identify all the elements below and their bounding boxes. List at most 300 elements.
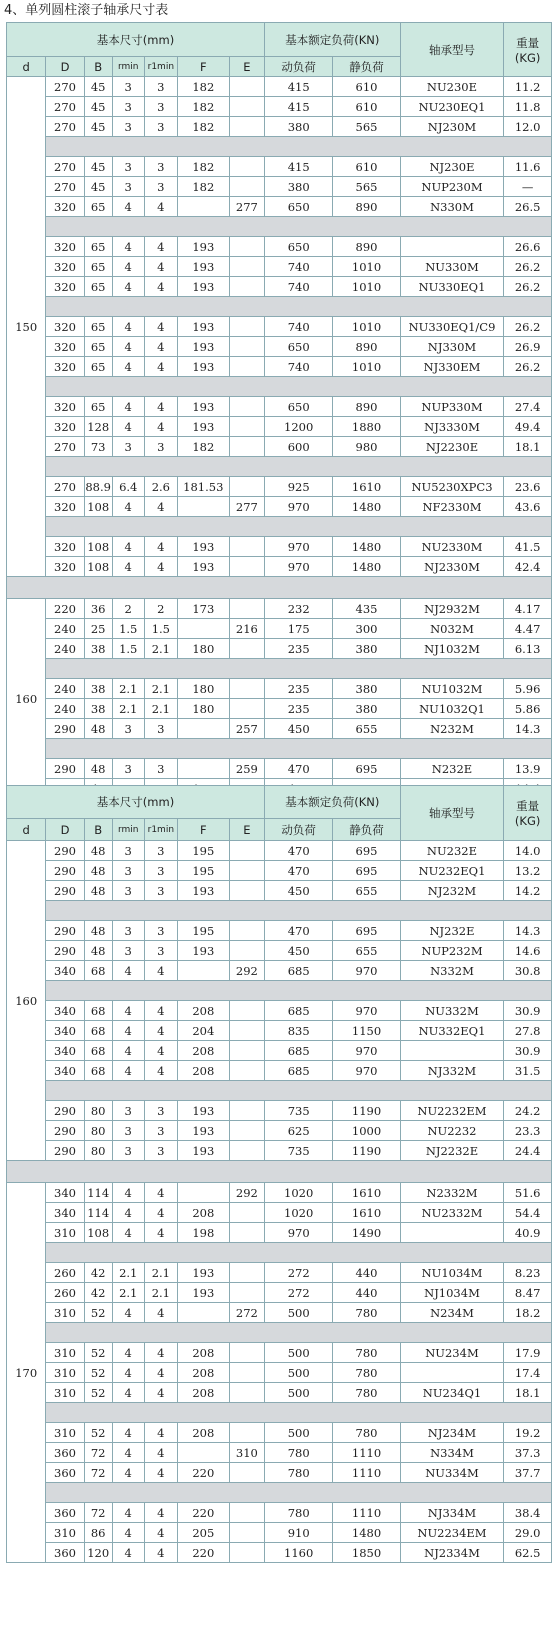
cell-rmin: 4 — [112, 1001, 144, 1021]
table-row — [7, 537, 552, 557]
cell-dynamic-load: 910 — [265, 1523, 333, 1543]
cell-weight: 27.4 — [504, 397, 552, 417]
cell-bearing-model: N332M — [400, 961, 504, 981]
cell-weight: 26.5 — [504, 197, 552, 217]
cell-weight: 38.4 — [504, 1503, 552, 1523]
cell-r1min: 4 — [144, 277, 177, 297]
cell-B: 88.9 — [84, 477, 112, 497]
cell-D: 260 — [46, 1263, 84, 1283]
cell-bearing-model: N232E — [400, 759, 504, 779]
header-dynamic: 动负荷 — [265, 57, 333, 77]
cell-E — [229, 1041, 264, 1061]
cell-static-load: 435 — [333, 599, 400, 619]
cell-rmin: 4 — [112, 1223, 144, 1243]
cell-B: 114 — [84, 1203, 112, 1223]
cell-r1min: 2.1 — [144, 699, 177, 719]
bore-d-cell: 160 — [7, 841, 46, 1161]
cell-rmin: 4 — [112, 1303, 144, 1323]
cell-static-load: 565 — [333, 177, 400, 197]
cell-bearing-model: NJ232M — [400, 881, 504, 901]
cell-static-load: 1610 — [333, 477, 400, 497]
cell-static-load: 1880 — [333, 417, 400, 437]
cell-static-load: 1110 — [333, 1443, 400, 1463]
cell-B: 48 — [84, 841, 112, 861]
cell-F: 193 — [177, 881, 229, 901]
cell-rmin: 4 — [112, 397, 144, 417]
cell-bearing-model: NU334M — [400, 1463, 504, 1483]
cell-dynamic-load: 1020 — [265, 1203, 333, 1223]
cell-rmin: 3 — [112, 759, 144, 779]
cell-dynamic-load: 780 — [265, 1443, 333, 1463]
cell-D: 320 — [46, 317, 84, 337]
table-row — [7, 77, 552, 97]
cell-r1min: 4 — [144, 1363, 177, 1383]
cell-F: 208 — [177, 1343, 229, 1363]
cell-B: 80 — [84, 1141, 112, 1161]
cell-B: 48 — [84, 941, 112, 961]
cell-r1min: 3 — [144, 841, 177, 861]
cell-bearing-model: NU332EQ1 — [400, 1021, 504, 1041]
cell-F: 198 — [177, 1223, 229, 1243]
cell-D: 320 — [46, 337, 84, 357]
cell-weight: 8.23 — [504, 1263, 552, 1283]
table-row — [7, 1363, 552, 1383]
cell-static-load: 695 — [333, 841, 400, 861]
cell-D: 310 — [46, 1523, 84, 1543]
cell-F: 193 — [177, 1101, 229, 1121]
cell-B: 68 — [84, 1061, 112, 1081]
cell-rmin: 3 — [112, 1141, 144, 1161]
cell-bearing-model: NU330EQ1 — [400, 277, 504, 297]
cell-B: 80 — [84, 1121, 112, 1141]
bearing-table-2 — [6, 785, 552, 1563]
cell-weight: 11.8 — [504, 97, 552, 117]
cell-E — [229, 1141, 264, 1161]
cell-r1min: 3 — [144, 719, 177, 739]
cell-D: 260 — [46, 1283, 84, 1303]
gap-row — [7, 981, 552, 1001]
cell-E — [229, 1223, 264, 1243]
cell-r1min: 4 — [144, 1343, 177, 1363]
cell-dynamic-load: 600 — [265, 437, 333, 457]
cell-F: 182 — [177, 177, 229, 197]
cell-D: 340 — [46, 961, 84, 981]
cell-rmin: 3 — [112, 1101, 144, 1121]
cell-dynamic-load: 740 — [265, 357, 333, 377]
cell-r1min: 4 — [144, 1423, 177, 1443]
cell-static-load: 1010 — [333, 317, 400, 337]
cell-E — [229, 417, 264, 437]
cell-dynamic-load: 175 — [265, 619, 333, 639]
cell-E — [229, 1463, 264, 1483]
cell-E — [229, 679, 264, 699]
cell-rmin: 4 — [112, 1543, 144, 1563]
cell-weight: — — [504, 177, 552, 197]
cell-bearing-model: NJ330EM — [400, 357, 504, 377]
cell-rmin: 4 — [112, 357, 144, 377]
cell-dynamic-load: 685 — [265, 961, 333, 981]
table-row — [7, 1423, 552, 1443]
cell-weight: 26.9 — [504, 337, 552, 357]
table-row — [7, 1523, 552, 1543]
cell-F — [177, 1443, 229, 1463]
cell-dynamic-load: 650 — [265, 337, 333, 357]
cell-bearing-model: NJ1034M — [400, 1283, 504, 1303]
cell-rmin: 3 — [112, 177, 144, 197]
table-row — [7, 317, 552, 337]
cell-rmin: 4 — [112, 1343, 144, 1363]
cell-B: 108 — [84, 497, 112, 517]
cell-weight: 13.2 — [504, 861, 552, 881]
cell-rmin: 3 — [112, 97, 144, 117]
cell-F — [177, 619, 229, 639]
table-row — [7, 177, 552, 197]
cell-static-load: 1480 — [333, 1523, 400, 1543]
cell-r1min: 4 — [144, 417, 177, 437]
cell-dynamic-load: 735 — [265, 1101, 333, 1121]
cell-static-load: 1610 — [333, 1183, 400, 1203]
cell-E — [229, 1343, 264, 1363]
cell-r1min: 4 — [144, 1001, 177, 1021]
cell-static-load: 890 — [333, 197, 400, 217]
header-E: E — [229, 57, 264, 77]
cell-D: 340 — [46, 1203, 84, 1223]
cell-r1min: 3 — [144, 1121, 177, 1141]
cell-F: 220 — [177, 1463, 229, 1483]
cell-E — [229, 1263, 264, 1283]
cell-D: 320 — [46, 537, 84, 557]
gap-row — [7, 1483, 552, 1503]
cell-E: 272 — [229, 1303, 264, 1323]
cell-dynamic-load: 272 — [265, 1263, 333, 1283]
cell-r1min: 4 — [144, 1223, 177, 1243]
cell-dynamic-load: 685 — [265, 1001, 333, 1021]
cell-D: 320 — [46, 277, 84, 297]
cell-bearing-model: NU232EQ1 — [400, 861, 504, 881]
table-row — [7, 1503, 552, 1523]
cell-F: 220 — [177, 1503, 229, 1523]
cell-F: 193 — [177, 1121, 229, 1141]
cell-F: 220 — [177, 1543, 229, 1563]
cell-F: 208 — [177, 1383, 229, 1403]
cell-weight: 24.4 — [504, 1141, 552, 1161]
cell-E — [229, 1503, 264, 1523]
cell-dynamic-load: 970 — [265, 497, 333, 517]
cell-r1min: 4 — [144, 1203, 177, 1223]
cell-B: 72 — [84, 1503, 112, 1523]
cell-D: 340 — [46, 1021, 84, 1041]
cell-weight: 37.3 — [504, 1443, 552, 1463]
cell-E: 292 — [229, 961, 264, 981]
cell-r1min: 4 — [144, 197, 177, 217]
header-static: 静负荷 — [333, 57, 400, 77]
cell-F: 182 — [177, 97, 229, 117]
cell-F: 208 — [177, 1041, 229, 1061]
cell-dynamic-load: 650 — [265, 237, 333, 257]
cell-rmin: 4 — [112, 1383, 144, 1403]
cell-rmin: 4 — [112, 1061, 144, 1081]
cell-E — [229, 1101, 264, 1121]
table-row — [7, 1343, 552, 1363]
cell-B: 38 — [84, 679, 112, 699]
cell-D: 310 — [46, 1303, 84, 1323]
cell-bearing-model: NJ3330M — [400, 417, 504, 437]
header-basic-dims: 基本尺寸(mm) — [7, 786, 265, 819]
cell-B: 65 — [84, 197, 112, 217]
cell-F — [177, 197, 229, 217]
cell-D: 290 — [46, 1121, 84, 1141]
cell-E — [229, 1203, 264, 1223]
cell-r1min: 4 — [144, 397, 177, 417]
cell-dynamic-load: 970 — [265, 1223, 333, 1243]
cell-r1min: 4 — [144, 1383, 177, 1403]
cell-dynamic-load: 780 — [265, 1463, 333, 1483]
cell-E — [229, 437, 264, 457]
cell-E: 277 — [229, 197, 264, 217]
header-basic-dims: 基本尺寸(mm) — [7, 23, 265, 57]
table-row — [7, 257, 552, 277]
table-row — [7, 639, 552, 659]
cell-rmin: 1.5 — [112, 619, 144, 639]
cell-dynamic-load: 835 — [265, 1021, 333, 1041]
cell-static-load: 300 — [333, 619, 400, 639]
cell-D: 240 — [46, 639, 84, 659]
cell-static-load: 780 — [333, 1343, 400, 1363]
cell-bearing-model: NU1032Q1 — [400, 699, 504, 719]
cell-B: 52 — [84, 1343, 112, 1363]
cell-dynamic-load: 1020 — [265, 1183, 333, 1203]
cell-rmin: 3 — [112, 157, 144, 177]
cell-E — [229, 97, 264, 117]
cell-weight: 42.4 — [504, 557, 552, 577]
cell-D: 290 — [46, 1101, 84, 1121]
cell-bearing-model — [400, 237, 504, 257]
cell-weight: 4.17 — [504, 599, 552, 619]
table-row — [7, 497, 552, 517]
cell-F: 193 — [177, 537, 229, 557]
cell-static-load: 695 — [333, 759, 400, 779]
cell-static-load: 780 — [333, 1363, 400, 1383]
cell-rmin: 3 — [112, 117, 144, 137]
cell-D: 270 — [46, 177, 84, 197]
cell-weight: 26.2 — [504, 317, 552, 337]
table-row — [7, 557, 552, 577]
page-title: 4、单列圆柱滚子轴承尺寸表 — [4, 3, 169, 18]
cell-dynamic-load: 970 — [265, 537, 333, 557]
cell-F: 182 — [177, 77, 229, 97]
cell-D: 310 — [46, 1363, 84, 1383]
cell-B: 42 — [84, 1283, 112, 1303]
cell-bearing-model: N2332M — [400, 1183, 504, 1203]
cell-B: 68 — [84, 961, 112, 981]
cell-rmin: 4 — [112, 961, 144, 981]
cell-static-load: 655 — [333, 941, 400, 961]
table-row — [7, 97, 552, 117]
cell-dynamic-load: 415 — [265, 97, 333, 117]
cell-static-load: 1110 — [333, 1503, 400, 1523]
cell-E — [229, 861, 264, 881]
cell-B: 65 — [84, 277, 112, 297]
cell-r1min: 4 — [144, 237, 177, 257]
cell-F: 193 — [177, 417, 229, 437]
cell-E — [229, 77, 264, 97]
cell-dynamic-load: 650 — [265, 397, 333, 417]
cell-rmin: 3 — [112, 881, 144, 901]
gap-row — [7, 1403, 552, 1423]
gap-row — [7, 1243, 552, 1263]
cell-r1min: 4 — [144, 1443, 177, 1463]
cell-weight: 24.2 — [504, 1101, 552, 1121]
cell-E — [229, 277, 264, 297]
cell-static-load: 1110 — [333, 1463, 400, 1483]
cell-bearing-model: NUP330M — [400, 397, 504, 417]
cell-weight: 40.9 — [504, 1223, 552, 1243]
table-row — [7, 357, 552, 377]
header-rated-load: 基本额定负荷(KN) — [265, 786, 401, 819]
cell-D: 290 — [46, 841, 84, 861]
cell-r1min: 2.6 — [144, 477, 177, 497]
cell-E — [229, 881, 264, 901]
cell-B: 45 — [84, 157, 112, 177]
cell-D: 320 — [46, 237, 84, 257]
table-row — [7, 197, 552, 217]
cell-bearing-model: NJ2330M — [400, 557, 504, 577]
cell-weight: 51.6 — [504, 1183, 552, 1203]
table-row — [7, 881, 552, 901]
cell-bearing-model — [400, 1041, 504, 1061]
cell-bearing-model: NJ230M — [400, 117, 504, 137]
cell-E: 277 — [229, 497, 264, 517]
cell-r1min: 4 — [144, 1021, 177, 1041]
cell-dynamic-load: 450 — [265, 881, 333, 901]
cell-weight: 27.8 — [504, 1021, 552, 1041]
cell-bearing-model: NU230E — [400, 77, 504, 97]
cell-weight: 14.6 — [504, 941, 552, 961]
cell-weight: 26.2 — [504, 277, 552, 297]
cell-rmin: 4 — [112, 1021, 144, 1041]
cell-weight: 8.47 — [504, 1283, 552, 1303]
cell-weight: 26.6 — [504, 237, 552, 257]
gap-row — [7, 901, 552, 921]
cell-D: 360 — [46, 1503, 84, 1523]
cell-bearing-model: N032M — [400, 619, 504, 639]
header-F: F — [177, 819, 229, 841]
cell-D: 320 — [46, 557, 84, 577]
gap-row — [7, 739, 552, 759]
table-row — [7, 599, 552, 619]
cell-F: 193 — [177, 941, 229, 961]
cell-r1min: 4 — [144, 337, 177, 357]
cell-static-load: 440 — [333, 1263, 400, 1283]
cell-dynamic-load: 500 — [265, 1383, 333, 1403]
cell-bearing-model — [400, 1363, 504, 1383]
cell-B: 65 — [84, 337, 112, 357]
cell-static-load: 380 — [333, 639, 400, 659]
cell-r1min: 2.1 — [144, 1283, 177, 1303]
table-row — [7, 1303, 552, 1323]
cell-bearing-model: N232M — [400, 719, 504, 739]
cell-D: 240 — [46, 679, 84, 699]
cell-dynamic-load: 780 — [265, 1503, 333, 1523]
cell-r1min: 3 — [144, 1101, 177, 1121]
cell-D: 240 — [46, 699, 84, 719]
header-B: B — [84, 819, 112, 841]
cell-rmin: 3 — [112, 437, 144, 457]
cell-E — [229, 1363, 264, 1383]
cell-B: 108 — [84, 557, 112, 577]
cell-dynamic-load: 740 — [265, 317, 333, 337]
cell-B: 48 — [84, 759, 112, 779]
cell-F: 193 — [177, 357, 229, 377]
cell-rmin: 1.5 — [112, 639, 144, 659]
cell-E — [229, 941, 264, 961]
table-row — [7, 759, 552, 779]
header-dynamic: 动负荷 — [265, 819, 333, 841]
cell-bearing-model: NUP230M — [400, 177, 504, 197]
cell-F: 180 — [177, 639, 229, 659]
cell-rmin: 3 — [112, 861, 144, 881]
cell-B: 65 — [84, 237, 112, 257]
cell-bearing-model: NJ230E — [400, 157, 504, 177]
cell-bearing-model: NU234Q1 — [400, 1383, 504, 1403]
cell-dynamic-load: 470 — [265, 861, 333, 881]
cell-static-load: 655 — [333, 881, 400, 901]
cell-rmin: 4 — [112, 277, 144, 297]
cell-bearing-model — [400, 1223, 504, 1243]
cell-r1min: 3 — [144, 881, 177, 901]
table-row — [7, 1101, 552, 1121]
table-row — [7, 1001, 552, 1021]
cell-bearing-model: N234M — [400, 1303, 504, 1323]
cell-weight: 13.9 — [504, 759, 552, 779]
cell-static-load: 1480 — [333, 557, 400, 577]
cell-B: 72 — [84, 1463, 112, 1483]
cell-r1min: 4 — [144, 537, 177, 557]
cell-weight: 23.6 — [504, 477, 552, 497]
cell-r1min: 2.1 — [144, 1263, 177, 1283]
cell-weight: 17.9 — [504, 1343, 552, 1363]
cell-rmin: 4 — [112, 557, 144, 577]
cell-B: 48 — [84, 881, 112, 901]
cell-D: 320 — [46, 397, 84, 417]
gap-row — [7, 137, 552, 157]
cell-weight: 31.5 — [504, 1061, 552, 1081]
cell-dynamic-load: 470 — [265, 759, 333, 779]
header-B: B — [84, 57, 112, 77]
cell-r1min: 3 — [144, 177, 177, 197]
cell-E — [229, 1543, 264, 1563]
cell-static-load: 890 — [333, 397, 400, 417]
table-row — [7, 619, 552, 639]
cell-static-load: 565 — [333, 117, 400, 137]
cell-F: 193 — [177, 317, 229, 337]
cell-bearing-model: NUP232M — [400, 941, 504, 961]
cell-rmin: 4 — [112, 1523, 144, 1543]
cell-F: 182 — [177, 117, 229, 137]
cell-E — [229, 1121, 264, 1141]
cell-rmin: 2.1 — [112, 699, 144, 719]
header-weight: 重量 (KG) — [504, 786, 552, 841]
cell-E: 292 — [229, 1183, 264, 1203]
cell-D: 320 — [46, 257, 84, 277]
cell-D: 270 — [46, 117, 84, 137]
cell-r1min: 4 — [144, 317, 177, 337]
cell-D: 290 — [46, 1141, 84, 1161]
table-row — [7, 397, 552, 417]
cell-dynamic-load: 272 — [265, 1283, 333, 1303]
cell-r1min: 4 — [144, 257, 177, 277]
cell-r1min: 4 — [144, 1061, 177, 1081]
